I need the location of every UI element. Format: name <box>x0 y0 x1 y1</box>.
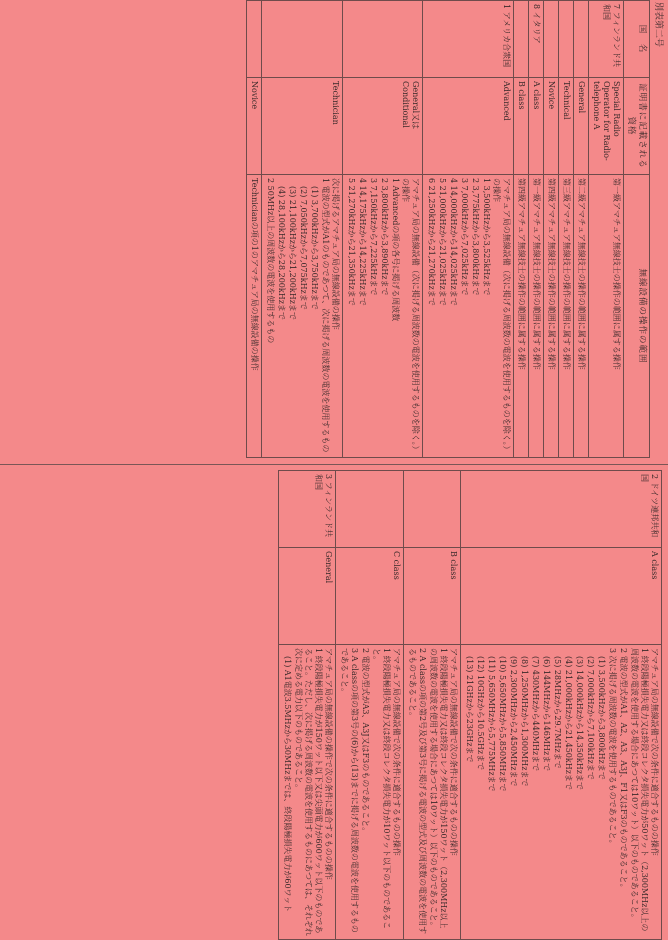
qualification-cell: General <box>279 548 336 645</box>
scope-cell <box>558 175 573 458</box>
table-row <box>246 1 261 458</box>
country-cell: 2 ドイツ連邦共和国 <box>461 471 662 548</box>
qualification-cell: B class <box>404 548 461 645</box>
country-cell: 7 フィンランド共和国 <box>588 1 623 78</box>
scope-item: 4 14,000kHzから14,025kHzまで <box>448 178 458 306</box>
scope-cell <box>404 645 461 940</box>
scope-item-list <box>346 178 400 454</box>
scope-text: Technicianの項の1のアマチュア局の無線設備の操作 <box>249 178 259 371</box>
scope-item: (5) 28MHzから29.7MHzまで <box>553 656 562 769</box>
scope-item: 2 50MHz以上の周波数の電波を使用するもの <box>265 178 275 344</box>
scope-cell <box>261 175 342 458</box>
scope-cell <box>279 645 336 940</box>
qualification-cell: B class <box>513 78 528 175</box>
table-row <box>461 471 662 940</box>
scope-item-list <box>426 178 491 454</box>
scope-item-list <box>464 648 649 936</box>
scope-text: アマチュア局の無線設備（次に掲げる周波数の電波を使用するものを除く。）の操作 <box>491 178 511 454</box>
country-cell <box>513 1 528 78</box>
scope-cell <box>422 175 513 458</box>
table-row <box>558 1 573 458</box>
scope-item: (8) 1,250MHzから1,300MHzまで <box>520 656 529 787</box>
scope-item: 2 電波の型式がA3、A3J又はF3のものであること。 <box>361 648 370 836</box>
scope-cell <box>528 175 543 458</box>
scope-item: 1 終段陽極損失電力又は終段コレクタ損失電力が150ワット（2,300MHz以上の周波数の電波を使用する場合にあつては10ワット）以下のものであること。 <box>429 648 448 930</box>
scope-item-list <box>407 648 448 936</box>
table-header-row <box>623 1 649 458</box>
table-row <box>279 471 336 940</box>
qualification-table-top <box>246 0 650 458</box>
scope-item: 2 3,800kHzから3,890kHzまで <box>379 178 389 296</box>
country-cell <box>573 1 588 78</box>
scope-text: 第一級アマチュア無線技士の操作の範囲に属する操作 <box>611 178 621 370</box>
country-cell: 3 フィンランド共和国 <box>279 471 336 548</box>
scope-item-list <box>282 648 323 936</box>
scope-item: 5 21,000kHzから21,025kHzまで <box>437 178 447 306</box>
qualification-table-bottom <box>278 470 662 940</box>
scope-item: 3 7,000kHzから7,025kHzまで <box>459 178 469 296</box>
bottom-table-panel <box>0 470 668 940</box>
scope-item: 3 次に掲げる周波数の電波を使用するものであること。 <box>608 648 617 848</box>
scope-item: 2 電波の型式がA1、A2、A3、A3J、F1又はF3のものであること。 <box>619 648 628 892</box>
scope-item: (6) 144MHzから146MHzまで <box>542 656 551 772</box>
header-qualification: 証明書に記載される資格 <box>623 78 649 175</box>
qualification-cell: C class <box>336 548 404 645</box>
scope-item: 1 終段陽極損失電力又は終段コレクタ損失電力が50ワット（2,300MHz以上の周波数の電波を使用する場合にあつては10ワット）以下のものであること。 <box>630 648 649 932</box>
scope-cell <box>336 645 404 940</box>
table-row <box>528 1 543 458</box>
bottom-rotated-page <box>0 470 668 940</box>
scope-cell <box>573 175 588 458</box>
qualification-cell: A class <box>528 78 543 175</box>
scope-text: 第一級アマチュア無線技士の操作の範囲に属する操作 <box>531 178 541 370</box>
scope-item: (13) 21GHzから23GHzまで <box>465 656 474 763</box>
appendix-caption: 別表第二号 <box>653 2 663 48</box>
country-cell: 1 アメリカ合衆国 <box>422 1 513 78</box>
page-divider <box>0 464 668 465</box>
scope-item: (3) 21,100kHzから21,200kHzまで <box>287 186 297 320</box>
table-row <box>543 1 558 458</box>
qualification-cell: Novice <box>246 78 261 175</box>
table-row <box>513 1 528 458</box>
country-cell <box>336 471 404 548</box>
scope-item: (7) 430MHzから440MHzまで <box>531 656 540 772</box>
qualification-table-top-body <box>246 1 649 458</box>
scope-item: (2) 7,000kHzから7,100kHzまで <box>586 656 595 780</box>
scope-item: 2 A classの項の第2号及び第3号に掲げる電波の型式及び周波数の電波を使用するものであること。 <box>408 648 427 935</box>
scope-item: 2 3,775kHzから3,800kHzまで <box>470 178 480 296</box>
qualification-cell: Novice <box>543 78 558 175</box>
qualification-cell: General <box>573 78 588 175</box>
qualification-table-bottom-body <box>279 471 662 940</box>
scope-item: (1) 3,700kHzから3,750kHzまで <box>309 186 319 310</box>
scope-item: 1 終段陽極損失電力が150ワット以下又は尖頭電力が600ワット以下のものであること。ただし、次に掲げる周波数の電波を使用するものにあつては、それぞれ次に定める電力以下のものであること。 <box>294 648 323 936</box>
qualification-cell: Technical <box>558 78 573 175</box>
scope-item: 4 14,175kHzから14,225kHzまで <box>357 178 367 306</box>
scope-item: (12) 10GHzから10.5GHzまで <box>476 656 485 771</box>
country-cell <box>404 471 461 548</box>
scope-text: 第二級アマチュア無線技士の操作の範囲に属する操作 <box>576 178 586 370</box>
table-row <box>342 1 422 458</box>
scope-text: アマチュア局の無線設備で次の条件に適合するものの操作 <box>392 648 401 856</box>
country-cell <box>261 1 342 78</box>
header-country: 国 名 <box>623 1 649 78</box>
scope-item: (10) 5,650MHzから5,850MHzまで <box>498 656 507 792</box>
country-cell <box>543 1 558 78</box>
scope-cell <box>461 645 662 940</box>
scope-item: 1 Advancedの項の各号に掲げる周波数 <box>390 178 400 322</box>
scope-cell <box>342 175 422 458</box>
scope-item: 5 21,270kHzから21,350kHzまで <box>346 178 356 306</box>
table-row <box>573 1 588 458</box>
scope-item: (11) 5,650MHzから5,775MHzまで <box>487 656 496 792</box>
header-scope: 無線設備の操作の範囲 <box>623 175 649 458</box>
scope-item: (1) 3,500kHzから3,800kHzまで <box>597 656 606 780</box>
scope-text: アマチュア局の無線設備で次の条件に適合するものの操作 <box>449 648 458 856</box>
scope-text: アマチュア局の無線設備（次に掲げる周波数の電波を使用するものを除く。）の操作 <box>400 178 420 454</box>
scope-item: (4) 28,100kHzから28,200kHzまで <box>276 186 286 320</box>
qualification-cell: Advanced <box>422 78 513 175</box>
scope-item: (9) 2,300MHzから2,450MHzまで <box>509 656 518 787</box>
scope-item: 3 7,150kHzから7,225kHzまで <box>368 178 378 296</box>
table-row <box>336 471 404 940</box>
scope-item: (4) 21,000kHzから21,450kHzまで <box>564 656 573 790</box>
scope-item: 1 終段陽極損失電力又は終段コレクタ損失電力が10ワット以下のものであること。 <box>372 648 391 930</box>
scope-item: (1) A1電波3.5MHzから30MHzまでは、終段陽極損失電力が60ワット <box>283 656 292 913</box>
scope-text: 第四級アマチュア無線技士の操作の範囲に属する操作 <box>516 178 526 370</box>
top-table-panel <box>0 0 668 458</box>
table-row <box>422 1 513 458</box>
qualification-cell: Technician <box>261 78 342 175</box>
country-cell <box>246 1 261 78</box>
scope-text: アマチュア局の無線設備で次の条件に適合するものの操作 <box>650 648 659 856</box>
table-row <box>404 471 461 940</box>
scope-text: アマチュア局の無線設備の操作で次の条件に適合するものの操作 <box>324 648 333 880</box>
scope-item-list <box>265 178 330 454</box>
scope-cell <box>513 175 528 458</box>
qualification-cell: Special Radio Operator for Radio-telephone A <box>588 78 623 175</box>
table-row <box>588 1 623 458</box>
scope-item: 6 21,250kHzから21,270kHzまで <box>426 178 436 306</box>
scope-text: 次に掲げるアマチュア局の無線設備の操作 <box>330 178 340 330</box>
scope-text: 第四級アマチュア無線技士の操作の範囲に属する操作 <box>546 178 556 370</box>
qualification-cell: General又はConditional <box>342 78 422 175</box>
scope-item: 1 3,500kHzから3,525kHzまで <box>481 178 491 296</box>
scope-text: 第三級アマチュア無線技士の操作の範囲に属する操作 <box>561 178 571 370</box>
country-cell <box>558 1 573 78</box>
country-cell <box>342 1 422 78</box>
scope-item: 1 電波の型式がA1のものであつて、次に掲げる周波数の電波を使用するもの <box>320 178 330 453</box>
country-cell: 8 イタリア <box>528 1 543 78</box>
scope-cell <box>588 175 623 458</box>
top-rotated-page <box>0 0 668 458</box>
scope-item: 3 A classの項の第3号の(6)から(13)までに掲げる周波数の電波を使用するものであること。 <box>340 648 359 933</box>
scope-item-list <box>339 648 391 936</box>
table-row <box>261 1 342 458</box>
scope-cell <box>543 175 558 458</box>
scope-cell <box>246 175 261 458</box>
qualification-cell: A class <box>461 548 662 645</box>
scope-item: (3) 14,000kHzから14,350kHzまで <box>575 656 584 790</box>
scope-item: (2) 7,050kHzから7,075kHzまで <box>298 186 308 310</box>
